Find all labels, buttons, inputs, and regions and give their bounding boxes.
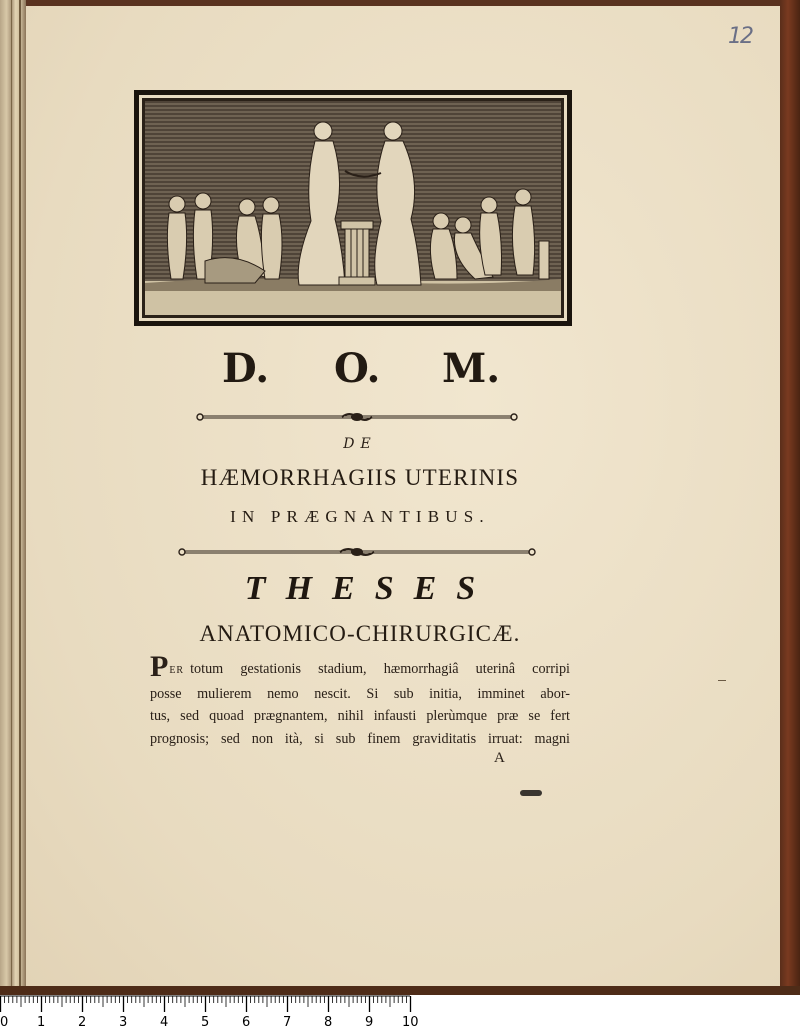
paragraph-line-3: tus, sed quoad prægnantem, nihil infausti plerùmque præ se fert bbox=[150, 708, 570, 724]
vignette-illustration-icon bbox=[145, 101, 561, 315]
ruler-label: 6 bbox=[242, 1015, 251, 1030]
ruler-label: 4 bbox=[160, 1015, 169, 1030]
ruler-label: 7 bbox=[283, 1015, 292, 1030]
ruler-label: 2 bbox=[78, 1015, 87, 1030]
gutter-edge bbox=[0, 0, 26, 995]
ruler-label: 9 bbox=[365, 1015, 374, 1030]
binding-board-bottom bbox=[0, 986, 800, 995]
heading-letter-o: O. bbox=[334, 345, 381, 392]
signature-mark: A bbox=[494, 750, 505, 766]
ruler-label: 10 bbox=[402, 1015, 419, 1030]
ruler-label: 0 bbox=[0, 1015, 9, 1030]
ornamental-rule-top bbox=[196, 411, 518, 423]
paper-mark bbox=[718, 680, 726, 681]
preposition-de: DE bbox=[343, 436, 377, 452]
heading-letter-m: M. bbox=[442, 345, 501, 392]
heading-letter-d: D. bbox=[222, 345, 270, 392]
paragraph-line-4: prognosis; sed non ità, si sub finem graviditatis irruat: magni bbox=[150, 730, 570, 747]
small-caps: ER bbox=[169, 665, 185, 676]
ruler-ticks bbox=[0, 995, 800, 1015]
title-line-1: HÆMORRHAGIIS UTERINIS bbox=[200, 465, 520, 490]
drop-cap: P bbox=[150, 650, 169, 683]
ornamental-rule-bottom bbox=[178, 546, 536, 558]
folio-number: 12 bbox=[728, 24, 752, 49]
measurement-ruler bbox=[0, 995, 800, 1036]
binding-board-right bbox=[780, 0, 800, 995]
paragraph-line-1: PER totum gestationis stadium, hæmorrhagiâ uterinâ corripi bbox=[150, 650, 570, 683]
ink-smudge bbox=[520, 790, 542, 796]
ruler-label: 5 bbox=[201, 1015, 210, 1030]
subtitle-anatomico-chirurgicae: ANATOMICO-CHIRURGICÆ. bbox=[199, 621, 521, 646]
engraved-vignette bbox=[134, 90, 572, 326]
dom-heading bbox=[150, 345, 570, 391]
title-line-2: IN PRÆGNANTIBUS. bbox=[230, 507, 490, 526]
ruler-label: 1 bbox=[37, 1015, 46, 1030]
theses-heading: THESES bbox=[244, 570, 496, 607]
ruler-label: 3 bbox=[119, 1015, 128, 1030]
body-paragraph bbox=[150, 650, 570, 750]
paragraph-line-2: posse mulierem nemo nescit. Si sub initia, imminet abor- bbox=[150, 685, 570, 702]
ruler-label: 8 bbox=[324, 1015, 333, 1030]
